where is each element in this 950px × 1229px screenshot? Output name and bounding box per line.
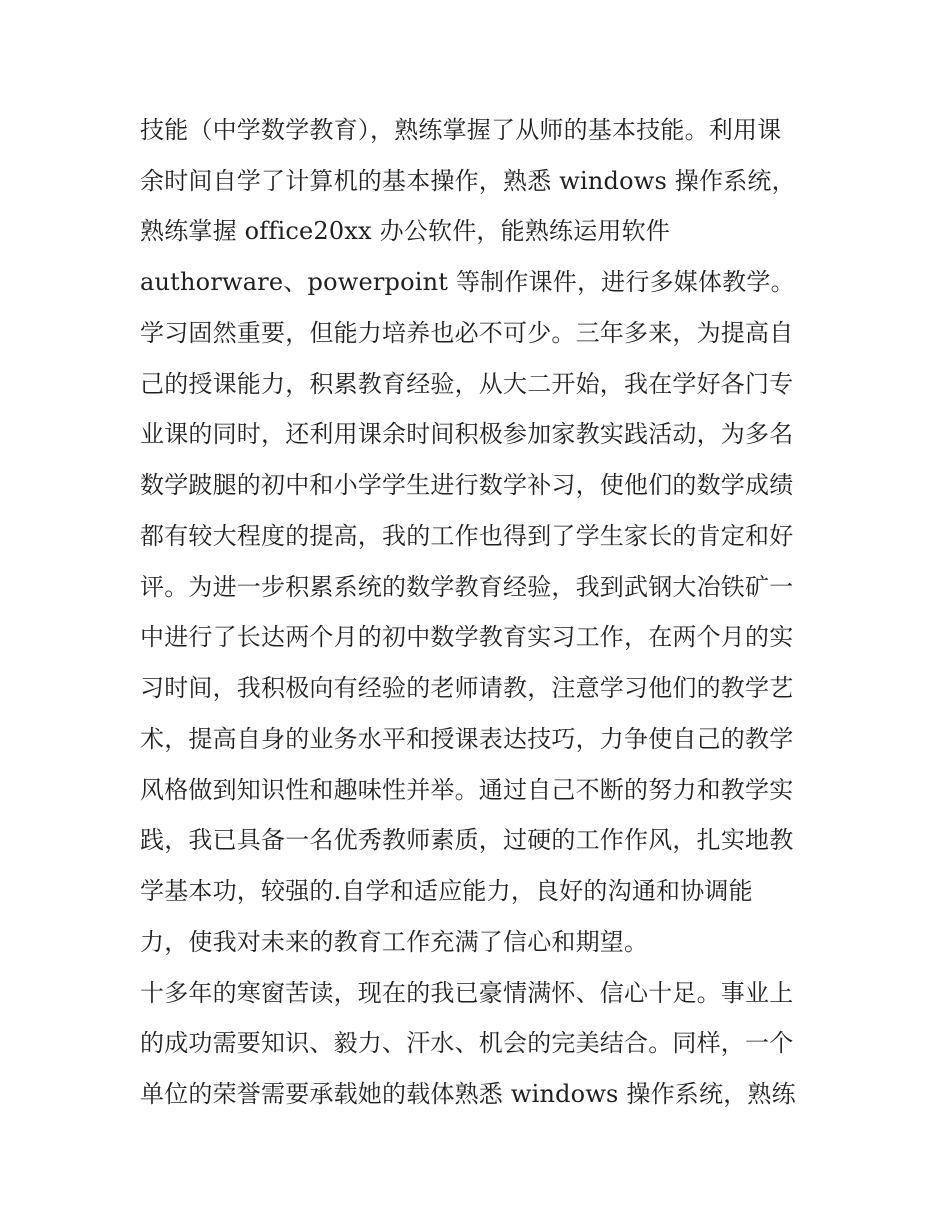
text-line: 十多年的寒窗苦读，现在的我已豪情满怀、信心十足。事业上 [140, 979, 794, 1007]
text-line: 余时间自学了计算机的基本操作，熟悉 windows 操作系统， [140, 167, 796, 195]
text-line: 单位的荣誉需要承载她的载体熟悉 windows 操作系统，熟练 [140, 1080, 796, 1108]
text-line: authorware、powerpoint 等制作课件，进行多媒体教学。 [140, 268, 795, 296]
text-line: 熟练掌握 office20xx 办公软件，能熟练运用软件 [140, 217, 671, 245]
text-line: 风格做到知识性和趣味性并举。通过自己不断的努力和教学实 [140, 776, 794, 804]
text-line: 评。为进一步积累系统的数学教育经验，我到武钢大冶铁矿一 [140, 573, 794, 601]
text-line: 己的授课能力，积累教育经验，从大二开始，我在学好各门专 [140, 370, 794, 398]
text-line: 的成功需要知识、毅力、汗水、机会的完美结合。同样，一个 [140, 1029, 794, 1057]
text-line: 学基本功，较强的.自学和适应能力，良好的沟通和协调能 [140, 877, 753, 905]
text-line: 践，我已具备一名优秀教师素质，过硬的工作作风，扎实地教 [140, 826, 794, 854]
text-line: 都有较大程度的提高，我的工作也得到了学生家长的肯定和好 [140, 522, 794, 550]
text-line: 业课的同时，还利用课余时间积极参加家教实践活动，为多名 [140, 420, 794, 448]
text-line: 力，使我对未来的教育工作充满了信心和期望。 [140, 928, 649, 956]
text-line: 学习固然重要，但能力培养也必不可少。三年多来，为提高自 [140, 319, 794, 347]
text-line: 中进行了长达两个月的初中数学教育实习工作，在两个月的实 [140, 623, 794, 651]
text-line: 技能（中学数学教育），熟练掌握了从师的基本技能。利用课 [140, 116, 782, 144]
text-line: 习时间，我积极向有经验的老师请教，注意学习他们的教学艺 [140, 674, 794, 702]
text-line: 数学跛腿的初中和小学学生进行数学补习，使他们的数学成绩 [140, 471, 794, 499]
text-line: 术，提高自身的业务水平和授课表达技巧，力争使自己的教学 [140, 725, 794, 753]
